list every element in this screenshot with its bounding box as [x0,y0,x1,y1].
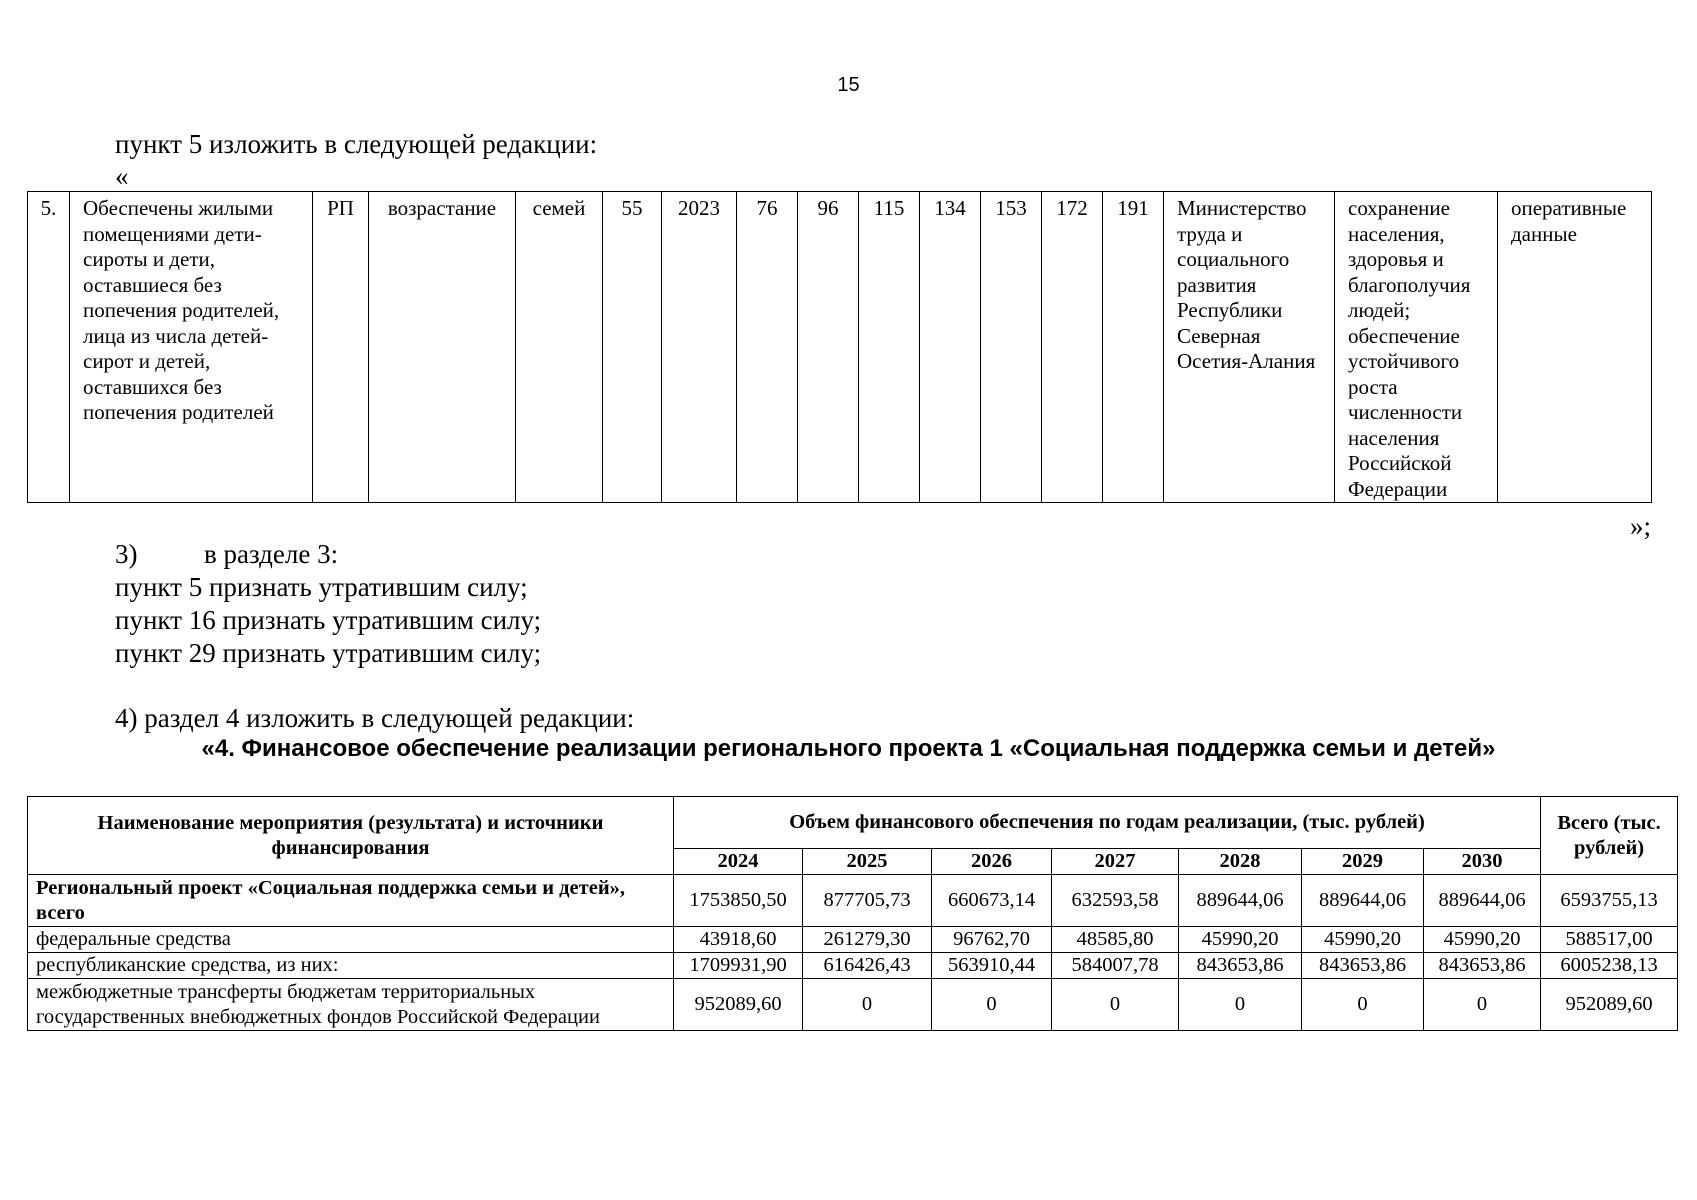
value-2026: 563910,44 [932,953,1052,979]
cell-info-system: оперативные данные [1498,192,1652,503]
value-2029: 843653,86 [1302,953,1424,979]
value-2030: 843653,86 [1424,953,1541,979]
section4-line: 4) раздел 4 изложить в следующей редакции: [115,703,635,733]
cell-base-value: 55 [603,192,662,503]
section3-item-3: пункт 29 признать утратившим силу; [115,638,542,668]
value-total: 6005238,13 [1541,953,1678,979]
value-2027: 584007,78 [1052,953,1179,979]
value-total: 6593755,13 [1541,875,1678,927]
value-2029: 0 [1302,979,1424,1031]
value-2029: 45990,20 [1302,927,1424,953]
value-2028: 45990,20 [1179,927,1302,953]
value-2025: 261279,30 [803,927,932,953]
indicator-table [27,191,1652,503]
cell-trend: возрастание [369,192,516,503]
value-2030: 45990,20 [1424,927,1541,953]
cell-value-3: 115 [859,192,920,503]
indicator-row [28,192,1652,503]
row-federal [28,927,1678,953]
year-2027: 2027 [1052,849,1179,875]
year-2028: 2028 [1179,849,1302,875]
cell-responsible: Министерство труда и социального развития Республики Северная Осетия-Алания [1164,192,1335,503]
cell-value-2: 96 [798,192,859,503]
value-2028: 889644,06 [1179,875,1302,927]
value-2030: 889644,06 [1424,875,1541,927]
year-2030: 2030 [1424,849,1541,875]
cell-level: РП [313,192,369,503]
cell-value-1: 76 [737,192,798,503]
value-2024: 952089,60 [674,979,803,1031]
financing-table [27,796,1678,1031]
section3-text: в разделе 3: [204,539,339,569]
header-row [28,797,1678,849]
value-2025: 877705,73 [803,875,932,927]
year-2026: 2026 [932,849,1052,875]
cell-base-year: 2023 [662,192,737,503]
value-2026: 660673,14 [932,875,1052,927]
value-2027: 632593,58 [1052,875,1179,927]
value-2029: 889644,06 [1302,875,1424,927]
year-2024: 2024 [674,849,803,875]
row-label: республиканские средства, из них: [28,953,674,979]
value-2024: 1709931,90 [674,953,803,979]
cell-value-4: 134 [920,192,981,503]
value-2028: 843653,86 [1179,953,1302,979]
row-label: межбюджетные трансферты бюджетам территориальных государственных внебюджетных фондов Российской Федерации [28,979,674,1031]
cell-goal: сохранение населения, здоровья и благополучия людей; обеспечение устойчивого роста численности населения Российской Федерации [1335,192,1498,503]
value-2027: 0 [1052,979,1179,1031]
row-transfers [28,979,1678,1031]
cell-indicator-name: Обеспечены жилыми помещениями дети-сироты и дети, оставшиеся без попечения родителей, лица из числа детей-сирот и детей, оставшихся без попечения родителей [70,192,313,503]
header-total: Всего (тыс. рублей) [1541,797,1678,875]
value-total: 588517,00 [1541,927,1678,953]
page-number: 15 [837,74,860,96]
header-name: Наименование мероприятия (результата) и источники финансирования [28,797,674,875]
row-republican [28,953,1678,979]
section3-number: 3) [115,539,138,569]
year-2029: 2029 [1302,849,1424,875]
value-2024: 1753850,50 [674,875,803,927]
value-2026: 0 [932,979,1052,1031]
section3-item-1: пункт 5 признать утратившим силу; [115,572,528,602]
close-quote: »; [1629,511,1651,541]
section3-item-2: пункт 16 признать утратившим силу; [115,605,542,635]
value-2026: 96762,70 [932,927,1052,953]
cell-unit: семей [516,192,603,503]
row-project-total [28,875,1678,927]
value-2027: 48585,80 [1052,927,1179,953]
value-2024: 43918,60 [674,927,803,953]
section4-heading: «4. Финансовое обеспечение реализации регионального проекта 1 «Социальная поддержка семьи и детей» [201,735,1496,762]
value-2030: 0 [1424,979,1541,1031]
value-total: 952089,60 [1541,979,1678,1031]
header-volume: Объем финансового обеспечения по годам реализации, (тыс. рублей) [674,797,1541,849]
intro-line: пункт 5 изложить в следующей редакции: [115,129,598,159]
year-2025: 2025 [803,849,932,875]
row-label: Региональный проект «Социальная поддержка семьи и детей», всего [28,875,674,927]
value-2025: 616426,43 [803,953,932,979]
cell-number: 5. [28,192,70,503]
value-2028: 0 [1179,979,1302,1031]
value-2025: 0 [803,979,932,1031]
cell-value-7: 191 [1103,192,1164,503]
row-label: федеральные средства [28,927,674,953]
cell-value-6: 172 [1042,192,1103,503]
open-quote: « [115,161,129,191]
cell-value-5: 153 [981,192,1042,503]
